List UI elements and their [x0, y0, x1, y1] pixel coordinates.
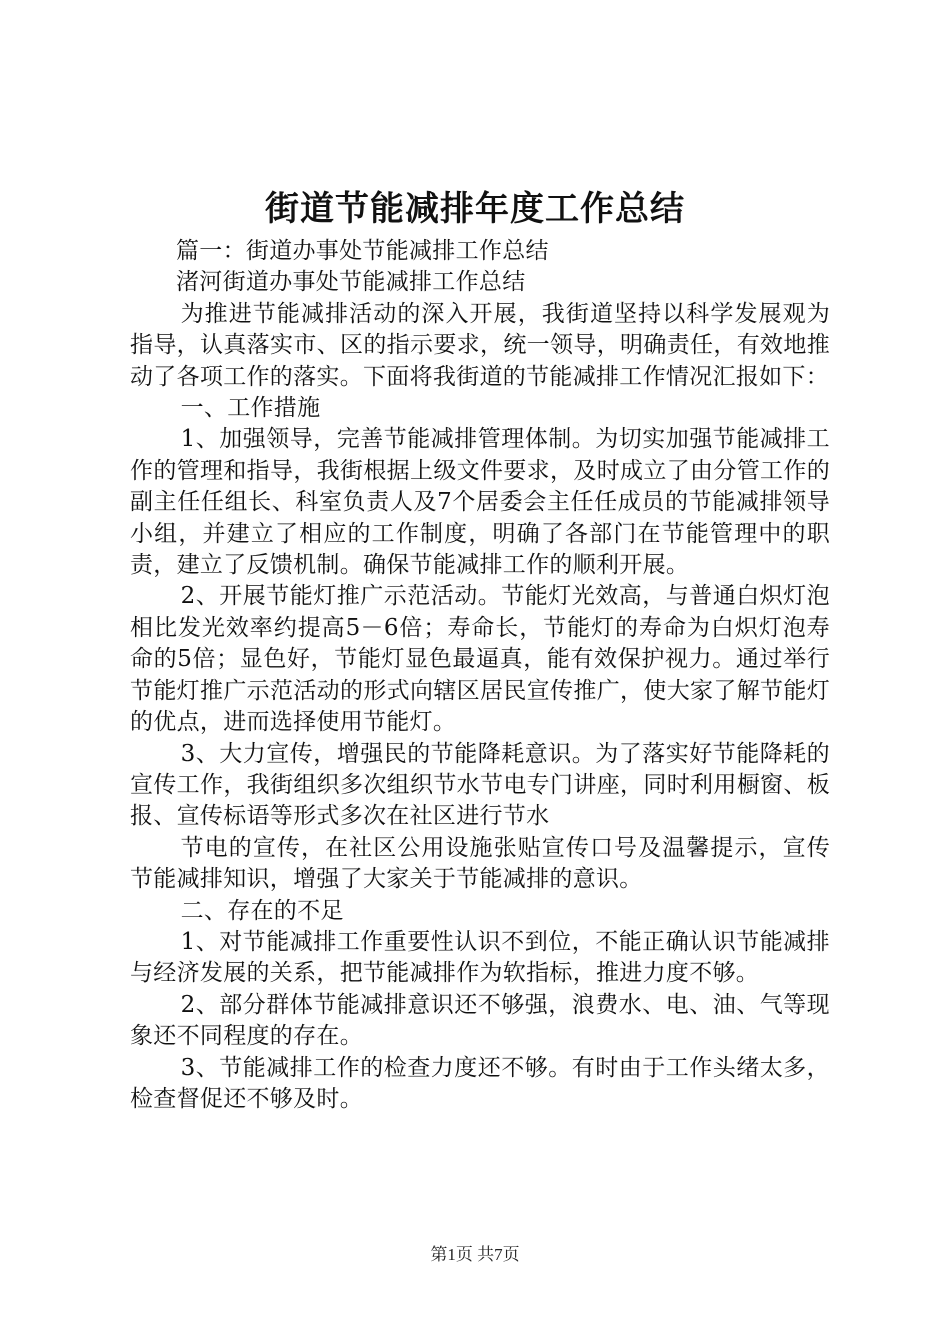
- paragraph-measure-3: 3、大力宣传，增强民的节能降耗意识。为了落实好节能降耗的宣传工作，我街组织多次组织节水节电专门讲座，同时利用橱窗、板报、宣传标语等形式多次在社区进行节水: [130, 740, 830, 830]
- paragraph-shortcoming-3: 3、节能减排工作的检查力度还不够。有时由于工作头绪太多，检查督促还不够及时。: [130, 1054, 830, 1112]
- paragraph-measure-3-cont: 节电的宣传，在社区公用设施张贴宣传口号及温馨提示，宣传节能减排知识，增强了大家关于节能减排的意识。: [130, 834, 830, 893]
- paragraph-shortcoming-1: 1、对节能减排工作重要性认识不到位，不能正确认识节能减排与经济发展的关系，把节能减排作为软指标，推进力度不够。: [130, 928, 830, 987]
- paragraph-measure-2: 2、开展节能灯推广示范活动。节能灯光效高，与普通白炽灯泡相比发光效率约提高5－6倍；寿命长，节能灯的寿命为白炽灯泡寿命的5倍；显色好，节能灯显色最逼真，能有效保护视力。通过举行节能灯推广示范活动的形式向辖区居民宣传推广，使大家了解节能灯的优点，进而选择使用节能灯。: [130, 583, 830, 736]
- document-body: [130, 236, 830, 1115]
- heading-shortcomings: 二、存在的不足: [180, 897, 344, 924]
- paragraph-intro: 为推进节能减排活动的深入开展，我街道坚持以科学发展观为指导，认真落实市、区的指示要求，统一领导，明确责任，有效地推动了各项工作的落实。下面将我街道的节能减排工作情况汇报如下：: [130, 300, 830, 390]
- page-number-footer: 第1页 共7页: [430, 1245, 520, 1264]
- paragraph-subtitle: 渚河街道办事处节能减排工作总结: [176, 269, 526, 296]
- heading-work-measures: 一、工作措施: [180, 395, 321, 422]
- paragraph-measure-1: 1、加强领导，完善节能减排管理体制。为切实加强节能减排工作的管理和指导，我街根据上级文件要求，及时成立了由分管工作的副主任任组长、科室负责人及7个居委会主任任成员的节能减排领导小组，并建立了相应的工作制度，明确了各部门在节能管理中的职责，建立了反馈机制。确保节能减排工作的顺利开展。: [130, 426, 830, 579]
- document-title: 街道节能减排年度工作总结: [265, 189, 685, 229]
- paragraph-shortcoming-2: 2、部分群体节能减排意识还不够强，浪费水、电、油、气等现象还不同程度的存在。: [130, 991, 830, 1050]
- paragraph-section-heading: 篇一：街道办事处节能减排工作总结: [176, 238, 549, 264]
